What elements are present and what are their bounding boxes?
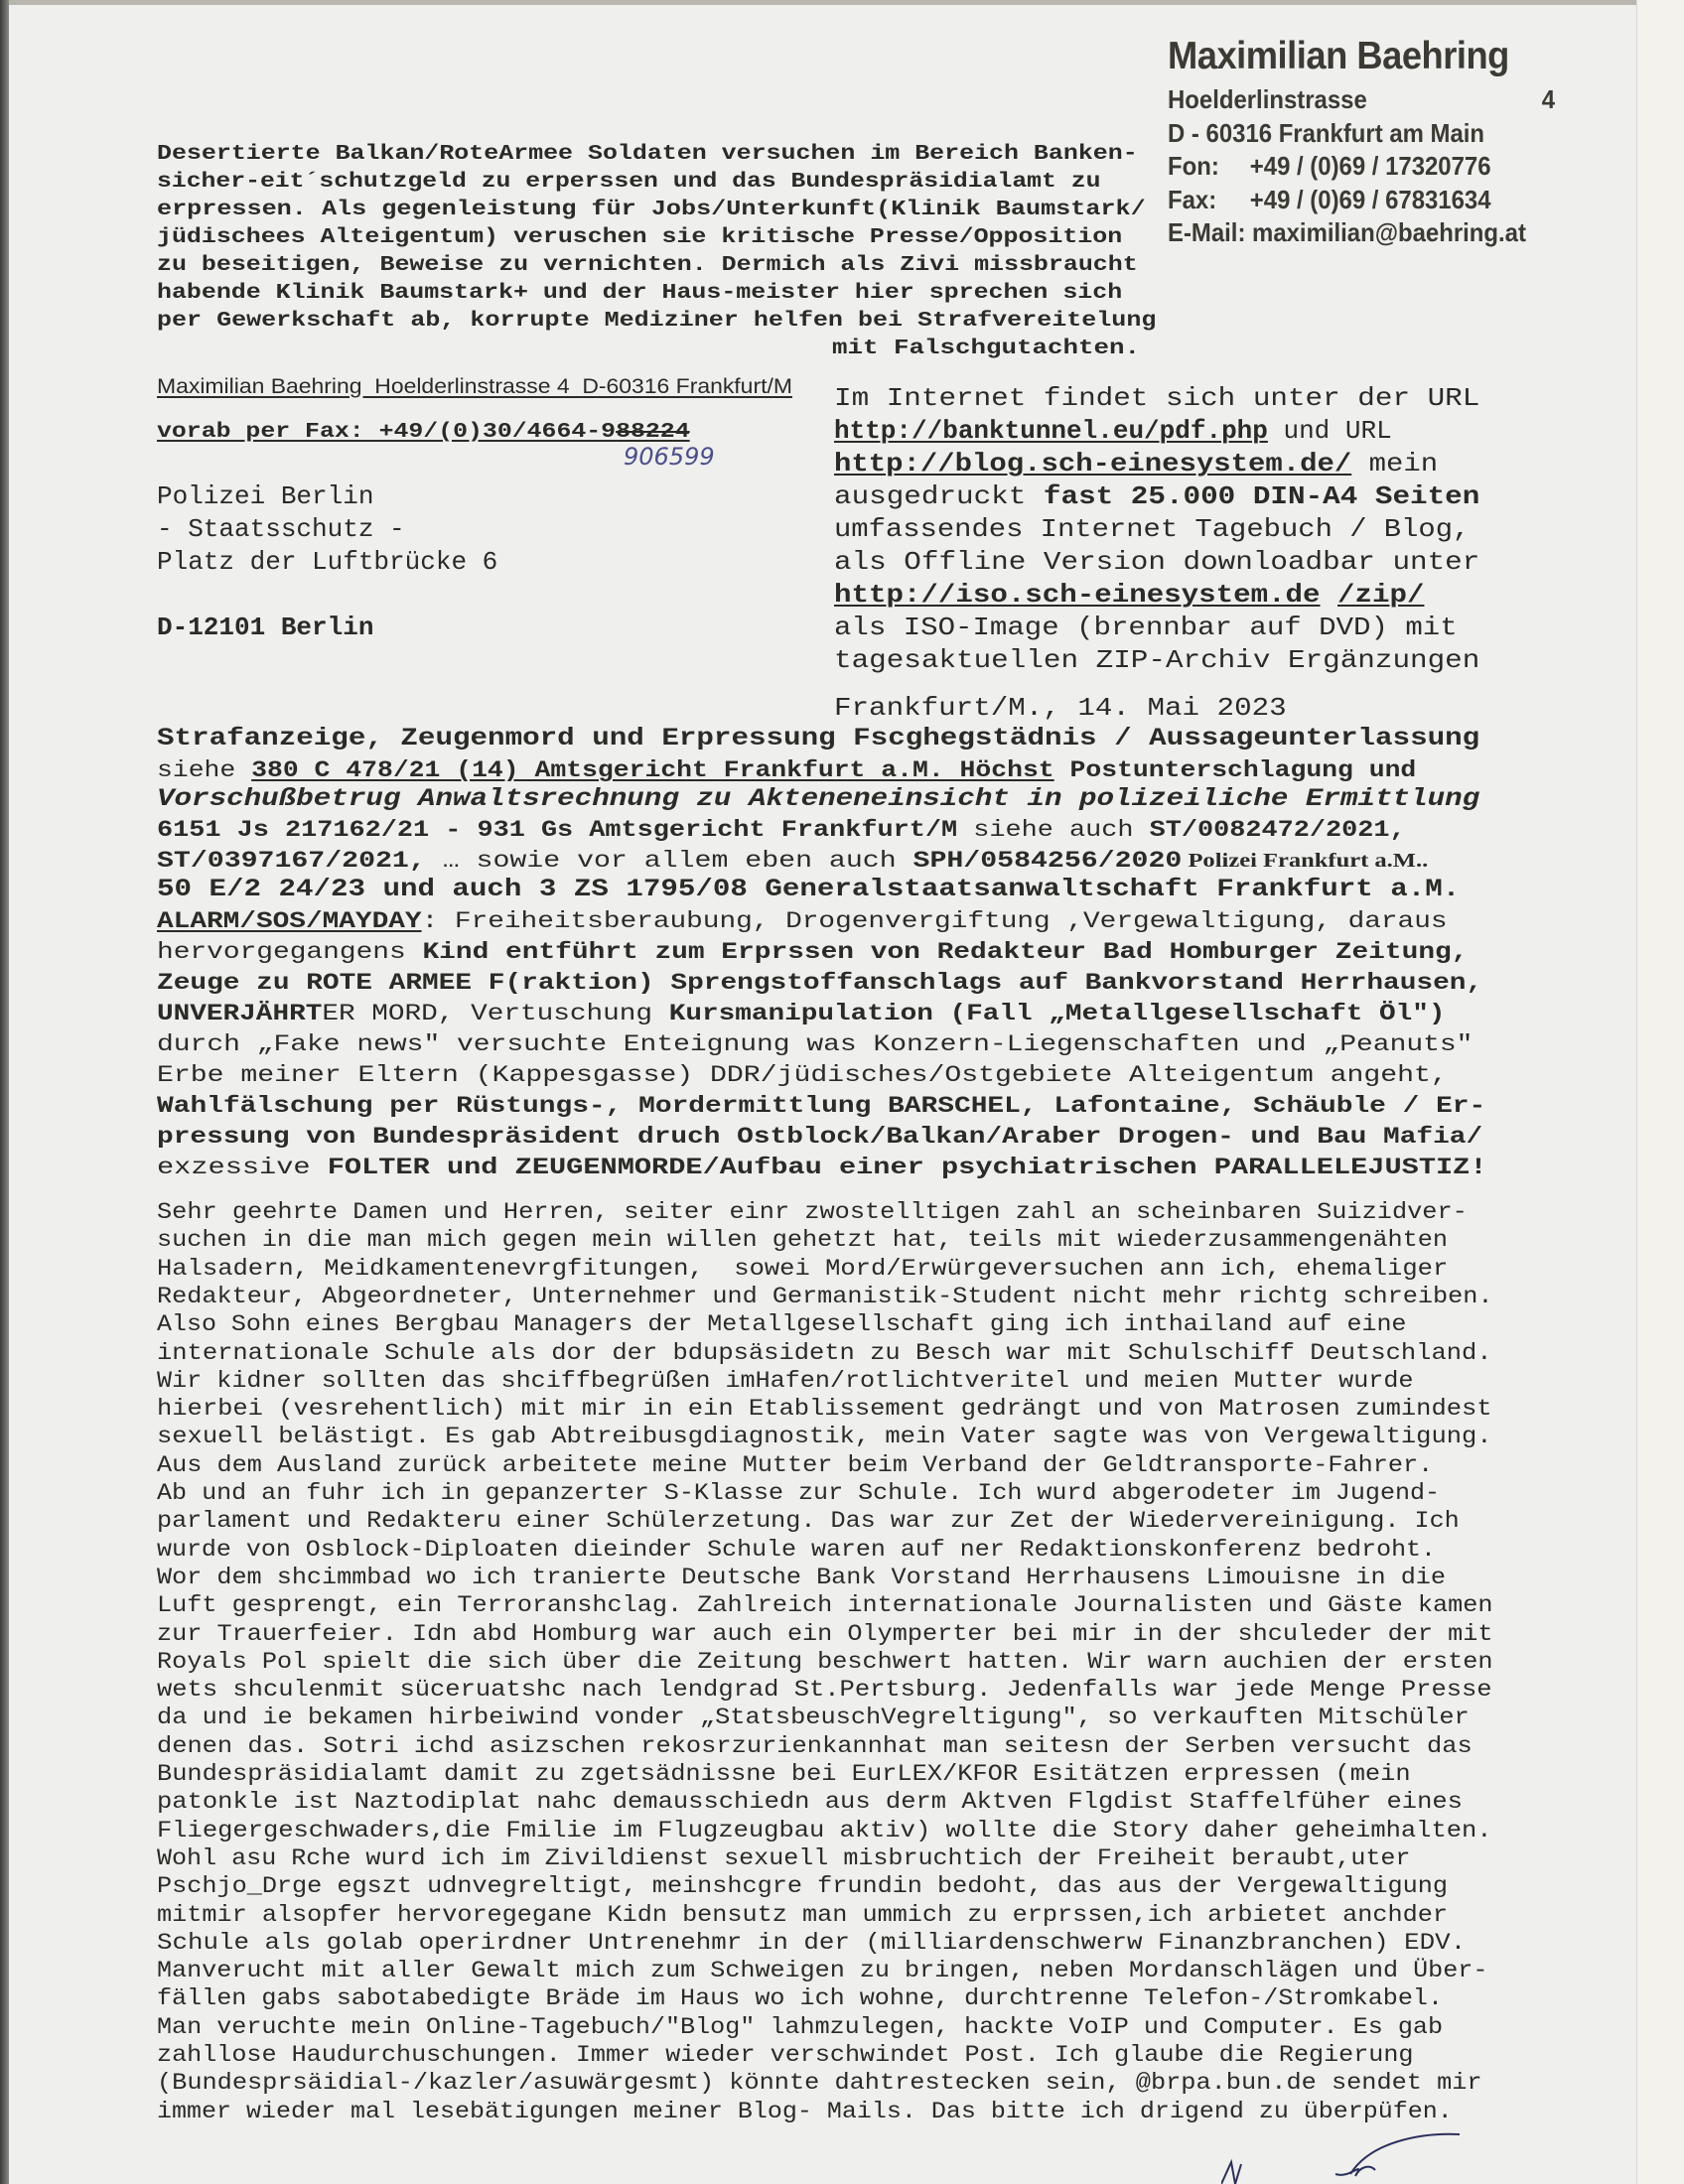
scan-left-edge [0,0,9,2184]
internet-line-3 [834,448,1438,480]
subject-see: siehe [157,757,252,783]
body-line: da und ie bekamen hirbeiwind vonder „StatsbeuschVegreltigung", so verkauften Mitschüler [157,1705,1470,1731]
subject-line-5-police: Polizei Frankfurt a.M.. [1182,850,1429,872]
letterhead-street [1168,83,1556,117]
internet-line-8: als ISO-Image (brennbar auf DVD) mit [834,613,1458,642]
body-line: wets shculenmit süceruatshc nach lendgrad St.Pertsburg. Jedenfalls war jede Menge Presse [157,1677,1492,1704]
body-line: Redakteur, Abgeordneter, Unternehmer und Germanistik-Student nicht mehr richtg schreiben. [157,1283,1493,1309]
letterhead-name: Maximilian Baehring [1168,35,1509,77]
body-line: Fliegergeschwaders,die Fmilie im Flugzeugbau aktiv) wollte die Story daher geheimhalten. [157,1817,1492,1843]
case-reference-st0397167: ST/0397167/2021, [157,848,426,874]
handwritten-fax-correction: 906599 [624,443,715,471]
internet-line-2 [834,415,1392,448]
internet-line-6: als Offline Version downloadbar unter [834,547,1480,577]
subject-line-2 [157,756,1416,784]
body-line: hierbei (vesrehentlich) mit mir in ein Etablissement gedrängt und von Matrosen zumindest [157,1396,1492,1423]
body-line: Also Sohn eines Bergbau Managers der Metallgesellschaft ging ich inthailand auf eine [157,1311,1407,1338]
subject-line-2-tail: Postunterschlagung und [1053,757,1417,783]
body-line: internationale Schule als dor der bdupsäsidetn zu Besch war mit Schulschiff Deutschland. [157,1339,1492,1366]
case-reference-sph: SPH/0584256/2020 [912,848,1183,874]
body-line: zahllose Haudurchuschungen. Immer wieder verschwindet Post. Ich glaube die Regierung [157,2042,1414,2068]
signature [1221,2105,1499,2184]
intro-line: per Gewerkschaft ab, korrupte Mediziner helfen bei Strafvereitelung [157,310,1157,333]
letterhead [1168,30,1565,250]
internet-line-1: Im Internet findet sich unter der URL [834,383,1480,413]
body-line: Wir kidner sollten das shciffbegrüßen imHafen/rotlichtveritel und meien Mutter wurde [157,1367,1414,1394]
url-blog-link[interactable]: http://blog.sch-einesystem.de/ [834,449,1352,478]
body-line: mitmir alsopfer hervoregegane Kidn bensutz man ummich zu erprssen,ich arbietet anchder [157,1901,1449,1928]
intro-line: jüdischees Alteigentum) veruschen sie kritische Presse/Opposition [157,226,1123,249]
intro-line: habende Klinik Baumstark+ und der Haus-meister hier sprechen sich [157,282,1123,305]
case-reference-6151: 6151 Js 217162/21 - 931 Gs Amtsgericht Frankfurt/M [157,817,958,843]
body-line: zur Trauerfeier. Idn abd Homburg war auch ein Olymperter bei mir in der shculeder der mit [157,1620,1493,1647]
internet-line-7 [834,579,1424,612]
body-line: fällen gabs sabotabedigte Bräde im Haus wo ich wohne, durchtrenne Telefon-/Stromkabel. [157,1985,1444,2012]
intro-line: mit Falschgutachten. [832,338,1141,360]
letterhead-city: D - 60316 Frankfurt am Main [1168,117,1485,148]
recipient-city: D-12101 Berlin [157,613,374,642]
body-line: Royals Pol spielt die sich über die Zeitung beschwert hatten. Wir warn auchien der ersten [157,1648,1493,1675]
body-line: Sehr geehrte Damen und Herren, seiter einr zwostelltigen zahl an scheinbaren Suizidver- [157,1199,1468,1225]
intro-line: erpressen. Als gegenleistung für Jobs/Unterkunft(Klinik Baumstark/ [157,199,1146,221]
body-line: denen das. Sotri ichd asizschen rekosrzurienkannhat man seitesn der Serben versucht das [157,1732,1473,1759]
subject-line-8-prefix: hervorgegangens [157,939,423,965]
fax-label: Fax: [1168,184,1217,214]
fax-prefix: vorab per Fax: +49/(0)30/4664-9 [157,421,617,444]
case-reference-st0082472: ST/0082472/2021, [1149,817,1406,843]
sender-return-address: Maximilian Baehring Hoelderlinstrasse 4 D-60316 Frankfurt/M [157,375,792,398]
subject-line-4 [157,816,1406,844]
url-banktunnel-link[interactable]: http://banktunnel.eu/pdf.php [834,416,1268,446]
subject-line-15 [157,1154,1487,1181]
subject-line-14: pressung von Bundespräsident druch Ostblock/Balkan/Araber Drogen- und Bau Mafia/ [157,1124,1483,1150]
recipient-line-1: Polizei Berlin [157,481,374,511]
street-name: Hoelderlinstrasse [1168,84,1367,114]
recipient-line-3: Platz der Luftbrücke 6 [157,547,498,577]
url-zip-link[interactable]: /zip/ [1337,580,1425,610]
body-line: Aus dem Ausland zurück arbeitete meine Mutter beim Verband der Geldtransporte-Fahrer. [157,1451,1434,1478]
subject-line-15-a: exzessive [157,1155,328,1180]
body-line: Manverucht mit aller Gewalt mich zum Schweigen zu bringen, neben Mordanschlägen und Über- [157,1958,1488,1984]
subject-line-13: Wahlfälschung per Rüstungs-, Mordermittlung BARSCHEL, Lafontaine, Schäuble / Er- [157,1093,1486,1119]
body-line: sexuell belästigt. Es gab Abtreibusgdiagnostik, mein Vater sagte was von Vergewaltigung. [157,1424,1492,1450]
intro-line: sicher-eit´schutzgeld zu erperssen und das Bundespräsidialamt zu [157,171,1101,194]
fax-number: +49 / (0)69 / 67831634 [1249,184,1491,214]
body-line: wurde von Osblock-Diploaten dieinder Schule waren auf ner Redaktionskonferenz bedroht. [157,1536,1437,1563]
body-line: Halsadern, Meidkamentenevrgfitungen, sowei Mord/Erwürgeversuchen ann ich, ehemaliger [157,1255,1449,1282]
body-line: Luft gesprengt, ein Terroranshclag. Zahlreich internationale Journalisten und Gäste kamen [157,1592,1493,1619]
date-line: Frankfurt/M., 14. Mai 2023 [834,693,1287,723]
subject-line-5 [157,847,1428,875]
subject-line-10 [157,1000,1446,1027]
subject-line-9: Zeuge zu ROTE ARMEE F(raktion) Sprengstoffanschlags auf Bankvorstand Herrhausen, [157,970,1483,996]
subject-line-15-d: ZEUGENMORDE/Aufbau einer psychiatrischen PARALLELEJUSTIZ! [514,1155,1487,1180]
url-iso-link[interactable]: http://iso.sch-einesystem.de [834,580,1321,610]
body-line: Man veruchte mein Online-Tagebuch/"Blog" lahmzulegen, hackte VoIP und Computer. Es gab [157,2013,1444,2040]
phone-number: +49 / (0)69 / 17320776 [1249,151,1491,181]
body-line: Bundespräsidialamt damit zu zgetsädnissne bei EurLEX/KFOR Esitätzen erpressen (mein [157,1761,1411,1787]
intro-line: zu beseitigen, Beweise zu vernichten. Dermich als Zivi missbraucht [157,254,1138,277]
subject-line-5-text: … sowie vor allem eben auch [425,848,913,874]
body-line: Wohl asu Rche wurd ich im Zivildienst sexuell misbruchtich der Freiheit beraubt,uter [157,1844,1411,1871]
case-reference-380c: 380 C 478/21 (14) Amtsgericht Frankfurt a.M. Höchst [251,757,1054,783]
subject-line-7 [157,907,1448,935]
subject-line-8-bold: Kind entführt zum Erprssen von Redakteur Bad Homburger Zeitung, [422,939,1469,965]
body-line: Wor dem shcimmbad wo ich tranierte Deutsche Bank Vorstand Herrhausens Limouisne in die [157,1564,1446,1590]
letterhead-email: E-Mail: maximilian@baehring.at [1168,217,1526,247]
body-line: (Bundesprsäidial-/kazler/asuwärgesmt) könnte dahtrestecken sein, @brpa.bun.de sendet mir [157,2070,1482,2097]
internet-line-5: umfassendes Internet Tagebuch / Blog, [834,514,1471,544]
page-count-highlight: fast 25.000 DIN-A4 Seiten [1043,481,1480,511]
body-line: Schule als golab operirdner Untrenehmr in der (milliardenschwerw Finanzbranchen) EDV. [157,1929,1467,1956]
fax-struck-digits: 88224 [616,421,690,444]
subject-line-10-bold-a: UNVERJÄHRT [157,1001,323,1026]
internet-line-4-prefix: ausgedruckt [834,481,1044,511]
subject-line-10-bold-c: Kursmanipulation (Fall „Metallgesellschaft Öl") [668,1001,1446,1026]
internet-line-2-suffix: und URL [1267,416,1392,446]
internet-line-3-suffix: mein [1351,449,1439,478]
body-line: immer wieder mal lesebätigungen meiner Blog- Mails. Das bitte ich drigend zu überpüfen. [157,2098,1453,2124]
subject-line-15-c: und [429,1155,515,1180]
subject-line-15-folter: FOLTER [327,1155,430,1180]
letterhead-fax [1168,184,1533,217]
subject-line-10-text: ER MORD, Vertuschung [322,1001,669,1026]
fax-line [157,419,690,447]
subject-line-3: Vorschußbetrug Anwaltsrechnung zu Akteneneinsicht in polizeiliche Ermittlung [157,784,1480,813]
subject-line-8 [157,938,1468,966]
internet-line-9: tagesaktuellen ZIP-Archiv Ergänzungen [834,645,1480,675]
subject-title: Strafanzeige, Zeugenmord und Erpressung Fscghegstädnis / Aussageunterlassung [157,724,1480,752]
subject-line-6: 50 E/2 24/23 und auch 3 ZS 1795/08 Generalstaatsanwaltschaft Frankfurt a.M. [157,875,1461,903]
phone-label: Fon: [1168,151,1219,181]
letterhead-phone [1168,150,1533,184]
body-line: patonkle ist Naztodiplat nahc demausschiedn aus derm Aktven Flgdist Staffelfüher eines [157,1789,1463,1816]
house-number: 4 [1541,84,1556,114]
internet-line-4 [834,480,1479,513]
alarm-label: ALARM/SOS/MAYDAY [157,908,422,934]
body-line: Ab und an fuhr ich in gepanzerter S-Klasse zur Schule. Ich wurd abgerodeter im Jugend- [157,1480,1441,1506]
scan-right-band [1636,0,1684,2184]
subject-line-11: durch „Fake news" versuchte Enteignung was Konzern-Liegenschaften und „Peanuts" [157,1031,1474,1057]
subject-line-4-see: siehe auch [957,817,1150,843]
body-line: Pschjo_Drge egszt udnvegreltigt, meinshcgre frundin bedoht, das aus der Vergewaltigung [157,1873,1449,1900]
body-line: suchen in die man mich gegen mein willen gehetzt hat, teils mit wiederzusammengenähten [157,1227,1449,1254]
recipient-line-2: - Staatsschutz - [157,514,405,544]
subject-line-7-text: : Freiheitsberaubung, Drogenvergiftung ,Vergewaltigung, daraus [421,908,1448,934]
subject-line-12: Erbe meiner Eltern (Kappesgasse) DDR/jüdisches/Ostgebiete Alteigentum angeht, [157,1062,1448,1088]
intro-line: Desertierte Balkan/RoteArmee Soldaten versuchen im Bereich Banken- [157,143,1138,166]
body-line: parlament und Redakteru einer Schülerzetung. Das war zur Zet der Wiedervereinigung. Ich [157,1508,1460,1535]
